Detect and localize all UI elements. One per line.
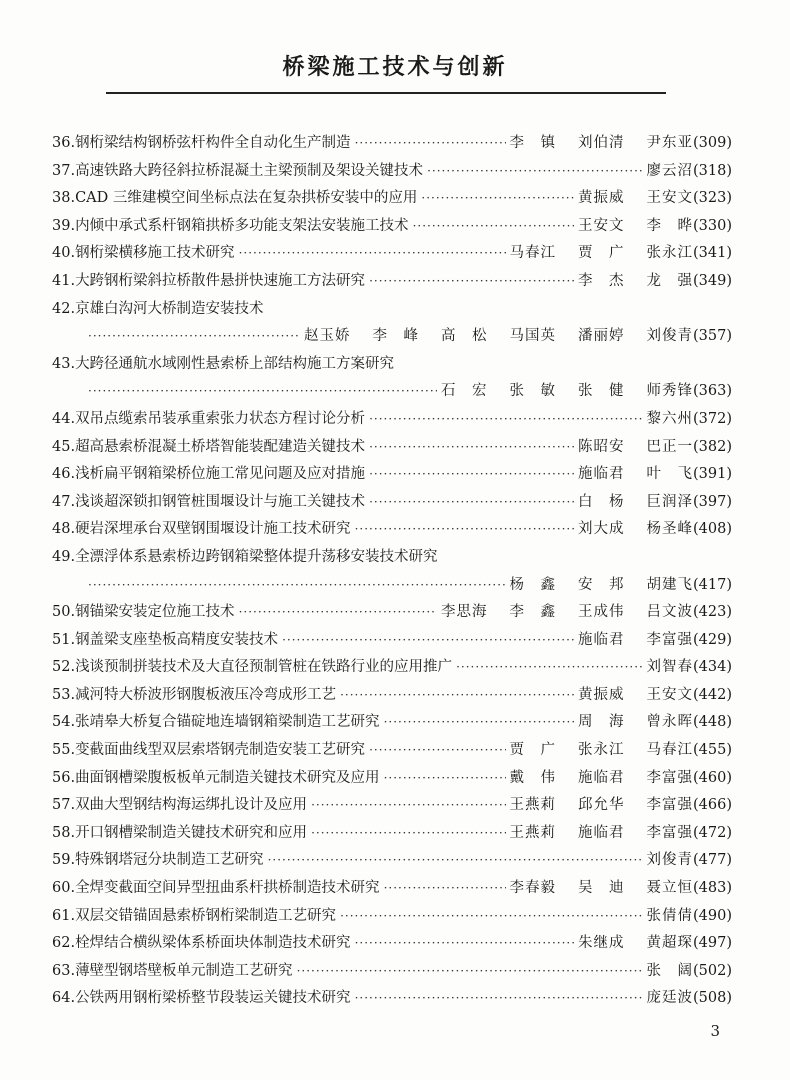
toc-entry-authors (510, 737, 694, 765)
toc-title-line (52, 158, 732, 186)
toc-entry-number: 36. (52, 135, 76, 151)
toc-title-line (52, 240, 732, 268)
toc-entry (52, 930, 732, 958)
toc-entry (52, 516, 732, 544)
toc-entry-page: (349) (693, 272, 732, 289)
dot-leader (88, 323, 300, 351)
toc-entry-authors (578, 213, 693, 241)
toc-entry-number: 51. (52, 631, 76, 648)
toc-entry-page: (372) (693, 410, 732, 427)
author-name: 刘伯清 (578, 135, 625, 151)
author-name: 张 阔 (646, 962, 693, 979)
toc-entry-page: (429) (693, 631, 732, 648)
toc-entry (52, 599, 732, 627)
toc-entry-authors (510, 820, 694, 848)
toc-entry-title: 张靖皋大桥复合锚碇地连墙钢箱梁制造工艺研究 (75, 714, 380, 731)
toc-title-line (52, 544, 732, 572)
toc-entry-authors (578, 489, 693, 517)
toc-entry-number: 64. (52, 990, 76, 1007)
author-name: 黄振威 (578, 190, 625, 207)
page-number: 3 (710, 1022, 720, 1040)
author-name: 王安文 (646, 190, 693, 207)
toc-entry-authors (647, 847, 694, 875)
toc-entry-authors (578, 516, 693, 544)
toc-entry-number: 45. (52, 438, 76, 455)
toc-entry-page: (397) (693, 493, 732, 510)
toc-title-line (52, 930, 732, 958)
toc-entry-page: (330) (693, 217, 732, 234)
dot-leader (239, 240, 506, 268)
toc-entry-number: 61. (52, 907, 76, 924)
toc-title-line (52, 737, 732, 765)
header-rule (106, 92, 666, 94)
toc-entry (52, 489, 732, 517)
toc-entry-title: 钢盖梁支座垫板高精度安装技术 (75, 631, 279, 648)
toc-entry-title: 超高悬索桥混凝土桥塔智能装配建造关键技术 (75, 438, 366, 455)
dot-leader (369, 406, 642, 434)
toc-entry-authors (578, 709, 693, 737)
author-name: 张永江 (578, 742, 625, 759)
author-name: 陈昭安 (578, 438, 625, 455)
author-name: 马春江 (646, 742, 693, 759)
toc-title-line (52, 627, 732, 655)
toc-title-line (52, 516, 732, 544)
author-name: 黄超琛 (646, 935, 693, 952)
author-name: 李富强 (646, 769, 693, 786)
author-name: 杨圣峰 (646, 521, 693, 538)
toc-entry-number: 59. (52, 852, 76, 869)
toc-entry (52, 958, 732, 986)
author-name: 吴 迪 (578, 880, 625, 897)
toc-entry-title: 特殊钢塔冠分块制造工艺研究 (75, 852, 264, 869)
toc-entry (52, 875, 732, 903)
author-name: 李富强 (646, 824, 693, 841)
toc-entry-page: (341) (693, 245, 732, 262)
toc-entry-title: 浅谈超深锁扣钢管桩围堰设计与施工关键技术 (75, 493, 366, 510)
toc-entry-title: 开口钢槽梁制造关键技术研究和应用 (75, 824, 308, 841)
toc-entry-authors (578, 627, 693, 655)
toc-entry-page: (460) (693, 769, 732, 786)
dot-leader (369, 268, 574, 296)
toc-entry-authors (578, 682, 693, 710)
author-name: 巨润泽 (646, 493, 693, 510)
author-name: 赵玉娇 (304, 328, 351, 345)
toc-entry-authors (510, 572, 694, 600)
toc-entry-title: 栓焊结合横纵梁体系桥面块体制造技术研究 (75, 935, 351, 952)
toc-entry-authors (578, 434, 693, 462)
toc-entry-authors (647, 958, 694, 986)
toc-entry (52, 406, 732, 434)
toc-title-line (52, 434, 732, 462)
toc-entry-page: (357) (693, 328, 732, 345)
toc-entry-title: 浅析扁平钢箱梁桥位施工常见问题及应对措施 (75, 466, 366, 483)
toc-entry-number: 46. (52, 466, 76, 483)
author-name: 庞廷波 (646, 990, 693, 1007)
toc-entry-title: 钢桁梁横移施工技术研究 (75, 245, 235, 262)
toc-entry-authors (441, 599, 693, 627)
toc-entry-page: (497) (693, 935, 732, 952)
toc-entry-authors (510, 130, 694, 158)
toc-title-line (52, 406, 732, 434)
toc-entry-number: 62. (52, 935, 76, 952)
toc-entry-number: 38. (52, 190, 76, 207)
toc-entry-number: 41. (52, 272, 76, 289)
toc-entry-page: (490) (693, 907, 732, 924)
toc-title-line (52, 875, 732, 903)
dot-leader (456, 654, 642, 682)
author-name: 刘俊青 (646, 852, 693, 869)
author-name: 胡建飞 (646, 576, 693, 593)
toc-entry-page: (477) (693, 852, 732, 869)
toc-entry-authors (647, 903, 694, 931)
dot-leader (427, 158, 642, 186)
toc-entry-authors (578, 268, 693, 296)
toc-title-line (52, 958, 732, 986)
toc-entry-page: (382) (693, 438, 732, 455)
toc-entry-title: 全漂浮体系悬索桥边跨钢箱梁整体提升荡移安装技术研究 (75, 548, 438, 565)
toc-entry-title: 薄壁型钢塔壁板单元制造工艺研究 (75, 962, 293, 979)
dot-leader (355, 130, 506, 158)
toc-entry-title: 硬岩深埋承台双壁钢围堰设计施工技术研究 (75, 521, 351, 538)
author-name: 廖云沼 (646, 162, 693, 179)
toc-entry-number: 63. (52, 962, 76, 979)
toc-entry-page: (442) (693, 686, 732, 703)
toc-entry-authors (578, 185, 693, 213)
toc-entry-number: 37. (52, 162, 76, 179)
toc-entry-number: 60. (52, 880, 76, 897)
toc-entry-authors (647, 985, 694, 1013)
toc-entry-authors (510, 875, 694, 903)
author-name: 张倩倩 (646, 907, 693, 924)
dot-leader (369, 434, 574, 462)
toc-entry-title: 减河特大桥波形钢腹板液压冷弯成形工艺 (75, 686, 337, 703)
page-header-title: 桥梁施工技术与创新 (282, 55, 508, 80)
toc-entry-number: 42. (52, 300, 76, 317)
toc-entry-number: 50. (52, 604, 76, 621)
dot-leader (355, 930, 574, 958)
author-name: 黎六州 (646, 410, 693, 427)
toc-title-line (52, 847, 732, 875)
toc-authors-line (52, 572, 732, 600)
author-name: 王成伟 (578, 604, 625, 621)
toc-entry-title: CAD 三维建模空间坐标点法在复杂拱桥安装中的应用 (75, 190, 418, 207)
author-name: 施临君 (578, 466, 625, 483)
toc-entry (52, 351, 732, 406)
toc-entry (52, 130, 732, 158)
toc-entry-number: 39. (52, 217, 76, 234)
author-name: 李 杰 (578, 272, 625, 289)
toc-entry-number: 57. (52, 797, 76, 814)
toc-entry-number: 56. (52, 769, 76, 786)
author-name: 贾 广 (509, 742, 556, 759)
toc-entry (52, 682, 732, 710)
author-name: 李春毅 (509, 880, 556, 897)
author-name: 李富强 (646, 797, 693, 814)
toc-entry-number: 43. (52, 355, 76, 372)
toc-entry (52, 627, 732, 655)
dot-leader (268, 847, 643, 875)
author-name: 龙 强 (646, 272, 693, 289)
dot-leader (340, 903, 642, 931)
dot-leader (311, 820, 505, 848)
toc-entry-number: 53. (52, 686, 76, 703)
author-name: 巴正一 (646, 438, 693, 455)
toc-title-line (52, 599, 732, 627)
toc-entry-authors (578, 930, 693, 958)
author-name: 吕文波 (646, 604, 693, 621)
dot-leader (88, 572, 506, 600)
toc-entry (52, 544, 732, 599)
toc-entry-authors (441, 378, 693, 406)
toc-entry-page: (363) (693, 383, 732, 400)
toc-entry-title: 浅谈预制拼装技术及大直径预制管桩在铁路行业的应用推广 (75, 659, 453, 676)
toc-entry-authors (578, 461, 693, 489)
dot-leader (384, 765, 506, 793)
toc-entry-title: 大跨钢桁梁斜拉桥散件悬拼快速施工方法研究 (75, 272, 366, 289)
toc-entry-page: (309) (693, 135, 732, 151)
toc-entry-title: 钢桁梁结构钢桥弦杆构件全自动化生产制造 (75, 135, 351, 151)
author-name: 王安文 (578, 217, 625, 234)
toc-entry-page: (318) (693, 162, 732, 179)
toc-entry-number: 47. (52, 493, 76, 510)
author-name: 朱继成 (578, 935, 625, 952)
toc-title-line (52, 792, 732, 820)
toc-entry-number: 48. (52, 521, 76, 538)
toc-entry-page: (466) (693, 797, 732, 814)
toc-title-line (52, 709, 732, 737)
toc-entry (52, 709, 732, 737)
author-name: 王安文 (646, 686, 693, 703)
toc-title-line (52, 765, 732, 793)
toc-entry-title: 钢锚梁安装定位施工技术 (75, 604, 235, 621)
toc-title-line (52, 130, 732, 158)
table-of-contents (52, 130, 732, 1013)
toc-entry (52, 765, 732, 793)
toc-entry-title: 大跨径通航水域刚性悬索桥上部结构施工方案研究 (75, 355, 395, 372)
toc-entry-page: (502) (693, 962, 732, 979)
toc-title-line (52, 185, 732, 213)
author-name: 李富强 (646, 631, 693, 648)
author-name: 潘丽婷 (578, 328, 625, 345)
toc-entry-page: (417) (693, 576, 732, 593)
toc-entry-number: 58. (52, 824, 76, 841)
author-name: 贾 广 (578, 245, 625, 262)
toc-entry (52, 213, 732, 241)
toc-entry-title: 全焊变截面空间异型扭曲系杆拱桥制造技术研究 (75, 880, 380, 897)
author-name: 黄振威 (578, 686, 625, 703)
toc-entry-authors (647, 654, 694, 682)
toc-title-line (52, 682, 732, 710)
toc-title-line (52, 654, 732, 682)
toc-entry-title: 公铁两用钢桁梁桥整节段装运关键技术研究 (75, 990, 351, 1007)
toc-entry-page: (408) (693, 521, 732, 538)
author-name: 李思海 (441, 604, 488, 621)
author-name: 安 邦 (578, 576, 625, 593)
toc-entry-title: 变截面曲线型双层索塔钢壳制造安装工艺研究 (75, 742, 366, 759)
toc-title-line (52, 903, 732, 931)
dot-leader (355, 985, 643, 1013)
toc-entry-page: (391) (693, 466, 732, 483)
toc-entry (52, 158, 732, 186)
dot-leader (413, 213, 574, 241)
toc-entry-number: 49. (52, 548, 76, 565)
author-name: 高 松 (441, 328, 488, 345)
toc-entry-page: (323) (693, 190, 732, 207)
toc-title-line (52, 296, 732, 324)
toc-authors-line (52, 323, 732, 351)
author-name: 曾永晖 (646, 714, 693, 731)
toc-entry-number: 52. (52, 659, 76, 676)
toc-title-line (52, 351, 732, 379)
toc-entry-page: (434) (693, 659, 732, 676)
author-name: 尹东亚 (646, 135, 693, 151)
toc-entry (52, 461, 732, 489)
toc-entry-title: 双吊点缆索吊装承重索张力状态方程讨论分析 (75, 410, 366, 427)
toc-entry-authors (647, 158, 694, 186)
toc-entry-authors (510, 240, 694, 268)
author-name: 白 杨 (578, 493, 625, 510)
dot-leader (421, 185, 574, 213)
author-name: 施临君 (578, 631, 625, 648)
author-name: 马国英 (509, 328, 556, 345)
dot-leader (384, 875, 506, 903)
author-name: 师秀锋 (646, 383, 693, 400)
toc-entry-title: 曲面钢槽梁腹板板单元制造关键技术研究及应用 (75, 769, 380, 786)
dot-leader (369, 461, 574, 489)
author-name: 王燕莉 (509, 824, 556, 841)
author-name: 周 海 (578, 714, 625, 731)
author-name: 李 峰 (372, 328, 419, 345)
toc-entry-title: 双曲大型钢结构海运绑扎设计及应用 (75, 797, 308, 814)
dot-leader (239, 599, 437, 627)
toc-entry-number: 54. (52, 714, 76, 731)
toc-entry-authors (304, 323, 693, 351)
toc-entry-title: 双层交错锚固悬索桥钢桁梁制造工艺研究 (75, 907, 337, 924)
author-name: 石 宏 (441, 383, 488, 400)
toc-entry-number: 44. (52, 410, 76, 427)
dot-leader (88, 378, 437, 406)
toc-entry-page: (423) (693, 604, 732, 621)
author-name: 邱允华 (578, 797, 625, 814)
author-name: 叶 飞 (646, 466, 693, 483)
dot-leader (340, 682, 574, 710)
toc-title-line (52, 461, 732, 489)
author-name: 聂立恒 (646, 880, 693, 897)
author-name: 王燕莉 (509, 797, 556, 814)
author-name: 马春江 (509, 245, 556, 262)
author-name: 李 镇 (509, 135, 556, 151)
toc-entry (52, 737, 732, 765)
dot-leader (311, 792, 505, 820)
toc-entry (52, 792, 732, 820)
author-name: 刘俊青 (646, 328, 693, 345)
author-name: 刘智春 (646, 659, 693, 676)
dot-leader (369, 737, 505, 765)
toc-authors-line (52, 378, 732, 406)
toc-entry (52, 240, 732, 268)
toc-entry-authors (510, 765, 694, 793)
author-name: 张 敏 (509, 383, 556, 400)
toc-entry-title: 高速铁路大跨径斜拉桥混凝土主梁预制及架设关键技术 (75, 162, 424, 179)
toc-entry (52, 268, 732, 296)
toc-entry-page: (455) (693, 742, 732, 759)
dot-leader (355, 516, 574, 544)
toc-title-line (52, 985, 732, 1013)
toc-entry-number: 55. (52, 742, 76, 759)
author-name: 李 晔 (646, 217, 693, 234)
author-name: 施临君 (578, 769, 625, 786)
toc-entry-authors (510, 792, 694, 820)
toc-entry-page: (508) (693, 990, 732, 1007)
toc-title-line (52, 489, 732, 517)
toc-title-line (52, 268, 732, 296)
toc-entry-page: (472) (693, 824, 732, 841)
toc-entry-number: 40. (52, 245, 76, 262)
toc-entry-page: (483) (693, 880, 732, 897)
author-name: 戴 伟 (509, 769, 556, 786)
toc-entry (52, 820, 732, 848)
author-name: 张 健 (578, 383, 625, 400)
toc-entry (52, 847, 732, 875)
toc-entry-title: 内倾中承式系杆钢箱拱桥多功能支架法安装施工技术 (75, 217, 409, 234)
toc-entry (52, 296, 732, 351)
toc-entry-authors (647, 406, 694, 434)
toc-entry (52, 903, 732, 931)
author-name: 刘大成 (578, 521, 625, 538)
author-name: 杨 鑫 (509, 576, 556, 593)
dot-leader (384, 709, 574, 737)
author-name: 施临君 (578, 824, 625, 841)
toc-entry (52, 434, 732, 462)
toc-title-line (52, 820, 732, 848)
toc-entry-page: (448) (693, 714, 732, 731)
author-name: 李 鑫 (509, 604, 556, 621)
dot-leader (297, 958, 643, 986)
toc-entry (52, 654, 732, 682)
dot-leader (282, 627, 574, 655)
toc-entry (52, 985, 732, 1013)
toc-title-line (52, 213, 732, 241)
toc-entry (52, 185, 732, 213)
author-name: 张永江 (646, 245, 693, 262)
toc-entry-title: 京雄白沟河大桥制造安装技术 (75, 300, 264, 317)
dot-leader (369, 489, 574, 517)
